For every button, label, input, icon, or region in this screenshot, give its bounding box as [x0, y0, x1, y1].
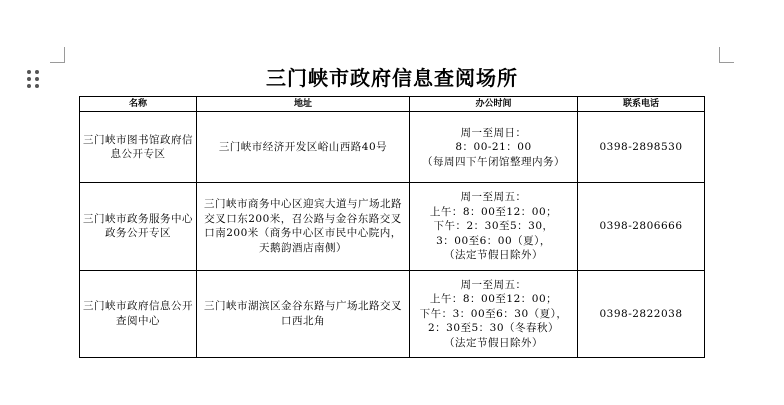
- column-header-address: 地址: [197, 97, 410, 112]
- cell-hours: [410, 112, 578, 183]
- cell-address: 三门峡市商务中心区迎宾大道与广场北路交叉口东200米，召公路与金谷东路交叉口南200米（商务中心区市民中心院内，天鹅韵酒店南侧）: [197, 183, 410, 270]
- cell-hours: [410, 270, 578, 357]
- table-header-row: [80, 97, 705, 112]
- column-header-phone: 联系电话: [578, 97, 705, 112]
- hours-line: 2：30至5：30（冬春秋）: [427, 322, 560, 335]
- hours-line: 周一至周五：: [460, 278, 527, 291]
- table-row: [80, 112, 705, 183]
- table-row: [80, 183, 705, 270]
- cell-name: 三门峡市图书馆政府信息公开专区: [80, 112, 197, 183]
- hours-line: （每周四下午闭馆整理内务）: [422, 155, 565, 168]
- hours-line: 3：00至6：00（夏），: [436, 234, 551, 247]
- cell-name: 三门峡市政府信息公开查阅中心: [80, 270, 197, 357]
- hours-line: 下午：3：00至6：30（夏），: [419, 307, 568, 320]
- crop-mark-top-right-v: [719, 47, 720, 63]
- hours-line: 上午：8：00至12：00；: [429, 293, 558, 306]
- cell-hours: [410, 183, 578, 270]
- document-title: 三门峡市政府信息查阅场所: [266, 66, 518, 90]
- crop-mark-top-left-v: [64, 47, 65, 63]
- hours-line: 上午：8：00至12：00；: [429, 205, 558, 218]
- hours-line: 周一至周日：: [460, 126, 527, 139]
- cell-phone: 0398-2822038: [578, 270, 705, 357]
- hours-line: （法定节假日除外）: [444, 336, 543, 349]
- cell-phone: 0398-2806666: [578, 183, 705, 270]
- hours-line: 周一至周五：: [460, 191, 527, 204]
- column-header-hours: 办公时间: [410, 97, 578, 112]
- cell-address: 三门峡市湖滨区金谷东路与广场北路交叉口西北角: [197, 270, 410, 357]
- hours-line: （法定节假日除外）: [444, 249, 543, 262]
- table-row: [80, 270, 705, 357]
- cell-address: 三门峡市经济开发区峪山西路40号: [197, 112, 410, 183]
- info-table: [79, 96, 705, 358]
- cell-name: 三门峡市政务服务中心政务公开专区: [80, 183, 197, 270]
- hours-line: 8：00-21：00: [455, 141, 532, 153]
- cell-phone: 0398-2898530: [578, 112, 705, 183]
- hours-line: 下午：2：30至5：30，: [433, 220, 554, 233]
- column-header-name: 名称: [80, 97, 197, 112]
